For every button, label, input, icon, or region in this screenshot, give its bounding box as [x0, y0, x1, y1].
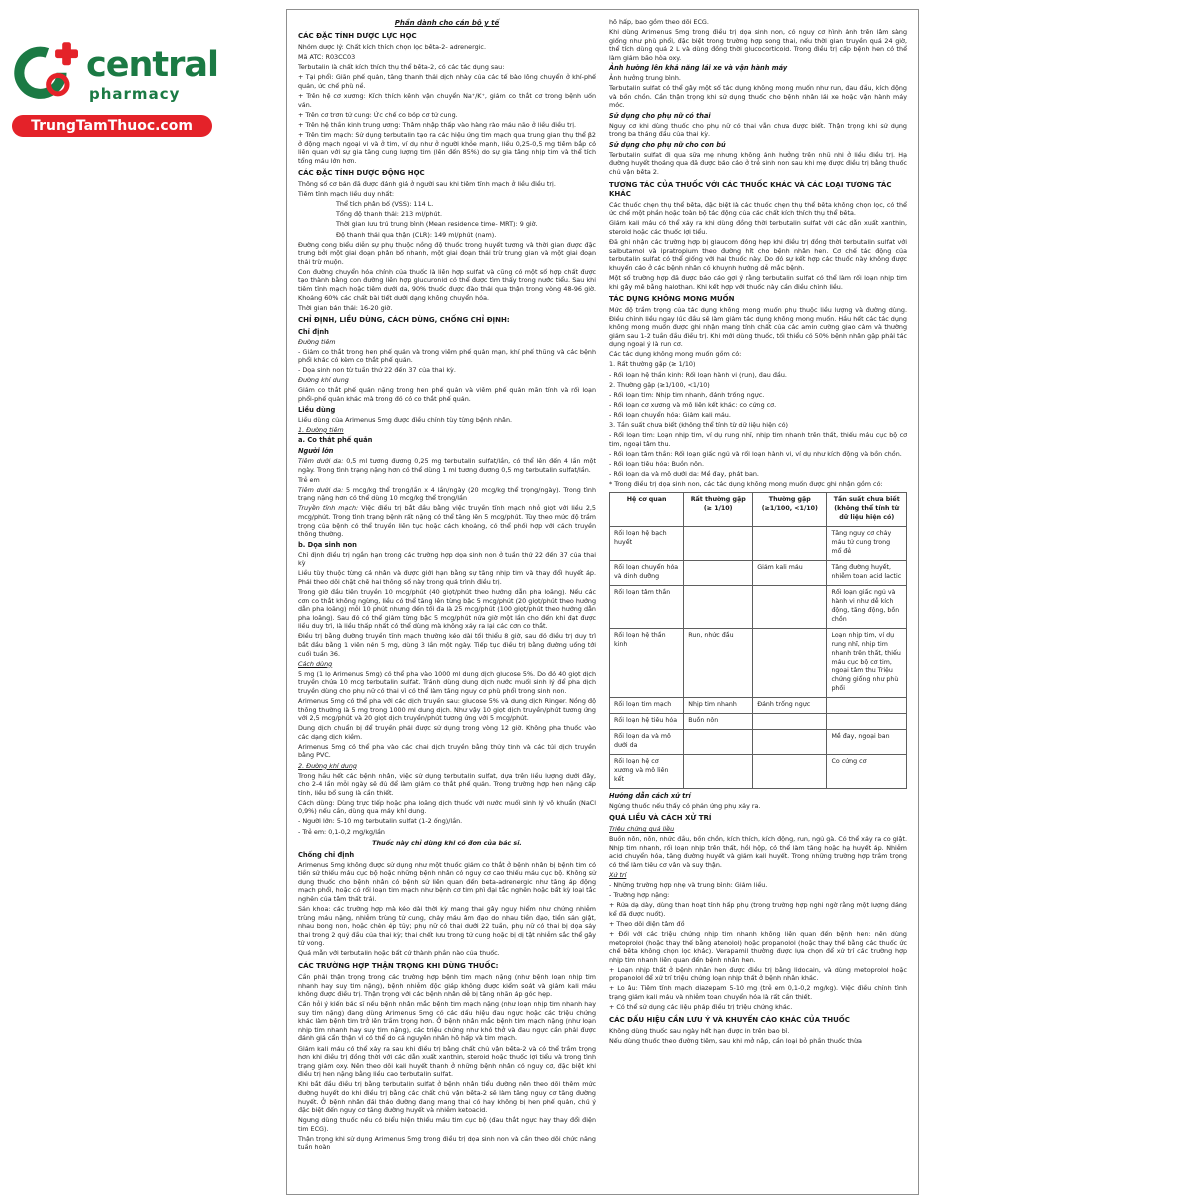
- paragraph: Người lớn: [298, 447, 334, 456]
- paragraph: Các thuốc chẹn thụ thể bêta, đặc biệt là các thuốc chẹn thụ thể bêta không chọn lọc, có thể ức chế một phần hoặc toàn bộ tác động của các chất kích thích thụ thể bêta.: [609, 200, 907, 218]
- table-cell: Rối loạn da và mô dưới da: [610, 730, 684, 755]
- section-heading: CÁC DẤU HIỆU CẦN LƯU Ý VÀ KHUYẾN CÁO KHÁC CỦA THUỐC: [609, 1015, 850, 1024]
- table-cell: [684, 561, 753, 586]
- paragraph: + Trên hệ thần kinh trung ương: Thâm nhập thấp vào hàng rào máu não ở liều điều trị.: [298, 120, 577, 129]
- paragraph: Arimenus 5mg không được sử dụng như một thuốc giảm co thắt ở bệnh nhân bị bệnh tim có tiền sử thiếu máu cục bộ hoặc những bệnh nhân có nguy cơ cao thiếu máu cục bộ. Không sử dụng thuốc cho bệnh nhân có bệnh sử liên quan đến beta-adrenergic như tăng áp động mạch phổi, hoặc có rối loạn tim mạch như bệnh cơ tim phì đại tắc nghẽn hoặc bất kỳ loại tắc nghẽn của tâm thất trái.: [298, 860, 596, 903]
- drug-leaflet-page: [286, 9, 919, 1195]
- paragraph: Sử dụng cho phụ nữ cho con bú: [609, 141, 726, 150]
- paragraph: Đã ghi nhận các trường hợp bị glaucom đóng hẹp khi điều trị đồng thời terbutalin sulfat với salbutamol và ipratropium theo đường hít cho bệnh nhân hen. Cơ chế tác động của terbutalin sulfat có thể giống với hai thuốc này. Do đó sự kết hợp các thuốc này không được khuyến cáo ở các bệnh nhân có khuynh hướng dễ mắc bệnh.: [609, 238, 907, 272]
- paragraph: Cần phải thận trọng trong các trường hợp bệnh tim mạch nặng (như bệnh loạn nhịp tim nhanh hay suy tim nặng), bệnh nhiễm độc giáp không được kiểm soát và giảm kali máu không được điều trị. Thận trọng với các bệnh nhân dễ bị tăng nhãn áp góc hẹp.: [298, 972, 596, 999]
- paragraph: [298, 457, 596, 474]
- paragraph: Thận trọng khi sử dụng Arimenus 5mg trong điều trị dọa sinh non và cần theo dõi chức năng tuần hoàn: [298, 1134, 596, 1152]
- paragraph: Dung dịch chuẩn bị để truyền phải được sử dụng trong vòng 12 giờ. Không pha thuốc vào các dạng dịch kiềm.: [298, 724, 596, 741]
- paragraph: Sản khoa: các trường hợp mà kéo dài thời kỳ mang thai gây nguy hiểm như chứng nhiễm trùng máu nặng, nhiễm trùng tử cung, chảy máu âm đạo do nhau tiền đạo, tiền sản giật, nhau bong non, hoặc chèn ép tủy; phụ nữ có thai dưới 22 tuần, phụ nữ có thai bị dọa sảy thai trong 2 quý đầu của thai kỳ; thai chết lưu trong tử cung hoặc bị dị tật nhiễm sắc thể gây tử vong.: [298, 905, 596, 948]
- table-cell: [753, 585, 827, 628]
- table-cell: [753, 730, 827, 755]
- paragraph: - Người lớn: 5-10 mg terbutalin sulfat (1-2 ống)/lần.: [298, 817, 463, 826]
- paragraph-text: Việc điều trị bắt đầu bằng việc truyền tĩnh mạch nhỏ giọt với liều 2,5 mcg/phút. Trong tình trạng bệnh rất nặng có thể tăng lên 5 mcg/phút. Tùy theo mức độ trầm trọng của bệnh có thể truyền liên tục hoặc cách khoảng, có thể phối hợp với cách truyền thông thường.: [298, 504, 596, 539]
- paragraph: + Đối với các triệu chứng nhịp tim nhanh không liên quan đến bệnh hen: nên dùng metoprolol (hoặc thay thế bằng atenolol) hoặc propanolol (hoặc thay thế bằng các thuốc ức chế bêta không chọn lọc khác). Verapamil thường được lựa chọn để xử trí các trường hợp nhịp tim nhanh liên quan đến bệnh nhân hen.: [609, 929, 907, 964]
- table-row: [610, 714, 907, 730]
- paragraph: - Những trường hợp nhẹ và trung bình: Giảm liều.: [609, 881, 768, 890]
- paragraph: Đường cong biểu diễn sự phụ thuộc nồng độ thuốc trong huyết tương và thời gian được đặc trưng bởi một giai đoạn phân bố nhanh, một giai đoạn thải trừ trung gian và một giai đoạn thải trừ muộn.: [298, 240, 596, 266]
- paragraph: 1. Đường tiêm: [298, 425, 344, 434]
- paragraph: Trong hầu hết các bệnh nhân, việc sử dụng terbutalin sulfat, dựa trên liều lượng dưới đây, cho 2-4 lần mỗi ngày sẽ đủ để làm giảm co thắt phế quản. Trong trường hợp hen nặng cấp tính, liều bổ sung là cần thiết.: [298, 771, 596, 797]
- paragraph-lead: Tiêm dưới da:: [298, 457, 344, 466]
- paragraph: Tổng độ thanh thải: 213 ml/phút.: [336, 210, 443, 219]
- paragraph: Khi bắt đầu điều trị bằng terbutalin sulfat ở bệnh nhân tiểu đường nên theo dõi thêm mức đường huyết do khi điều trị bằng các chất chủ vận bêta-2 sẽ làm tăng nguy cơ tăng đường huyết. Ở bệnh nhân đái tháo đường đang mang thai có hay không bị hen phế quản, chú ý đặc biệt đến nguy cơ tăng đường huyết và nhiễm ketoacid.: [298, 1080, 596, 1115]
- table-cell: [684, 730, 753, 755]
- sub-heading: Liều dùng: [298, 405, 336, 414]
- table-cell: [684, 755, 753, 789]
- central-pharmacy-logo: [12, 36, 219, 137]
- paragraph: Nhóm dược lý: Chất kích thích chọn lọc bêta-2- adrenergic.: [298, 43, 486, 52]
- sub-heading: a. Co thắt phế quản: [298, 436, 373, 445]
- table-cell: [753, 628, 827, 698]
- leaflet-right-column: [609, 18, 907, 1186]
- table-cell: [827, 698, 907, 714]
- section-heading: CÁC TRƯỜNG HỢP THẬN TRỌNG KHI DÙNG THUỐC:: [298, 962, 499, 971]
- paragraph: Arimenus 5mg có thể pha với các dịch truyền sau: glucose 5% và dung dịch Ringer. Nồng độ thông thường là 5 mg trong 1000 ml dung dịch. Như vậy 10 giọt dịch truyền/phút tương ứng với 2,5 mcg/phút và 20 giọt dịch truyền/phút tương ứng với 5 mcg/phút.: [298, 696, 596, 723]
- paragraph: - Dọa sinh non từ tuần thứ 22 đến 37 của thai kỳ.: [298, 366, 456, 375]
- paragraph: 3. Tần suất chưa biết (không thể tính từ dữ liệu hiện có): [609, 420, 788, 429]
- paragraph: Trẻ em: [298, 475, 320, 484]
- paragraph: [298, 486, 596, 503]
- paragraph: + Rửa dạ dày, dùng than hoạt tính hấp phụ (trong trường hợp nghi ngờ rằng một lượng đáng kể đã được nuốt).: [609, 901, 907, 918]
- paragraph: - Rối loạn cơ xương và mô liên kết khác: co cứng cơ.: [609, 400, 777, 409]
- paragraph-text: 5 mcg/kg thể trọng/lần x 4 lần/ngày (20 mcg/kg thể trọng/ngày). Trong tình trạng nặng hơn có thể dùng 10 mcg/kg thể trọng/lần: [298, 485, 596, 503]
- paragraph: Giảm kali máu có thể xảy ra khi dùng đồng thời terbutalin sulfat với các dẫn xuất xanthin, steroid hoặc các thuốc lợi tiểu.: [609, 219, 907, 237]
- paragraph: - Rối loạn da và mô dưới da: Mề đay, phát ban.: [609, 469, 759, 478]
- table-header-cell: Hệ cơ quan: [610, 493, 684, 527]
- table-row: [610, 585, 907, 628]
- table-cell: [753, 714, 827, 730]
- table-cell: Nhịp tim nhanh: [684, 698, 753, 714]
- table-row: [610, 561, 907, 586]
- paragraph: Terbutalin sulfat đi qua sữa mẹ nhưng không ảnh hưởng trên nhũ nhi ở liều điều trị. Hạ đường huyết thoáng qua đã được báo cáo ở trẻ sinh non sau khi mẹ được điều trị bằng thuốc chủ vận bêta 2.: [609, 150, 907, 176]
- paragraph: Con đường chuyển hóa chính của thuốc là liên hợp sulfat và cũng có một số hợp chất được tạo thành bằng con đường liên hợp glucuronid có thể được tìm thấy trong nước tiểu. Sau khi tiêm tĩnh mạch hoặc tiêm dưới da, 90% thuốc được đào thải qua thận trong vòng 48-96 giờ. Khoảng 60% các chất bài tiết dưới dạng không chuyển hóa.: [298, 267, 596, 302]
- table-cell: [827, 714, 907, 730]
- sub-heading: b. Dọa sinh non: [298, 540, 357, 549]
- leaflet-left-column: [298, 18, 596, 1186]
- table-cell: Rối loạn hệ thần kinh: [610, 628, 684, 698]
- paragraph: + Trên tim mạch: Sử dụng terbutalin tạo ra các hiệu ứng tim mạch qua trung gian thụ thể β2 ở động mạch ngoại vi và ở tim, ví dụ như ở người khỏe mạnh, liều 0,25-0,5 mg tiêm bắp có liên quan với sự gia tăng cung lượng tim (lên đến 85%) do sự gia tăng nhịp tim và thể tích tổng máu lớn hơn.: [298, 130, 596, 165]
- paragraph: + Theo dõi điện tâm đồ: [609, 919, 685, 928]
- table-cell: [684, 527, 753, 561]
- section-heading: CÁC ĐẶC TÍNH DƯỢC ĐỘNG HỌC: [298, 169, 425, 178]
- table-cell: Đánh trống ngực: [753, 698, 827, 714]
- paragraph: Thời gian bán thải: 16-20 giờ.: [298, 303, 393, 312]
- doc-title: Phần dành cho cán bộ y tế: [394, 19, 500, 27]
- paragraph: + Có thể sử dụng các liệu pháp điều trị triệu chứng khác.: [609, 1003, 793, 1012]
- table-cell: [684, 585, 753, 628]
- table-row: [610, 698, 907, 714]
- paragraph: - Giảm co thắt trong hen phế quản và trong viêm phế quản mạn, khí phế thũng và các bệnh phổi khác có kèm co thắt phế quản.: [298, 347, 596, 365]
- table-cell: Rối loạn chuyển hóa và dinh dưỡng: [610, 561, 684, 586]
- paragraph: Xử trí: [609, 871, 627, 880]
- paragraph: + Trên hệ cơ xương: Kích thích kênh vận chuyển Na⁺/K⁺, giảm co thắt cơ trong bệnh uốn ván.: [298, 92, 596, 109]
- paragraph: Quá mẫn với terbutalin hoặc bất cứ thành phần nào của thuốc.: [298, 949, 500, 958]
- paragraph: Mức độ trầm trọng của tác dụng không mong muốn phụ thuộc liều lượng và đường dùng. Điều chỉnh liều ngay lúc đầu sẽ làm giảm tác dụng không mong muốn. Hầu hết các tác dụng không mong muốn được ghi nhận mang tính chất của các amin cường giao cảm và thường giảm sau 1-2 tuần đầu điều trị. Khi mới dùng thuốc, tối thiểu có 50% bệnh nhân gặp phải tác dụng ngoại ý là run cơ.: [609, 305, 907, 349]
- paragraph-lead: Truyền tĩnh mạch:: [298, 504, 359, 513]
- paragraph: Terbutalin sulfat có thể gây một số tác dụng không mong muốn như run, đau đầu, kích động và bồn chồn. Cần thận trọng khi sử dụng thuốc cho bệnh nhân lái xe hoặc vận hành máy móc.: [609, 84, 907, 110]
- paragraph: Arimenus 5mg có thể pha vào các chai dịch truyền bằng thủy tinh và các túi dịch truyền bằng PVC.: [298, 742, 596, 760]
- paragraph-lead: Tiêm dưới da:: [298, 485, 344, 494]
- paragraph: Liều dùng của Arimenus 5mg được điều chỉnh tùy từng bệnh nhân.: [298, 415, 513, 424]
- paragraph: Thể tích phân bố (VSS): 114 L.: [336, 200, 434, 209]
- table-cell: Mề đay, ngoại ban: [827, 730, 907, 755]
- paragraph: - Rối loạn tim: Nhịp tim nhanh, đánh trống ngực.: [609, 390, 765, 399]
- paragraph: Trong giờ đầu tiên truyền 10 mcg/phút (40 giọt/phút theo hướng dẫn pha loãng). Nếu các cơn co thắt không ngừng, liều có thể tăng lên từng bậc 5 mcg/phút (20 giọt/phút theo hướng dẫn pha loãng) mỗi 10 phút nhưng đến tối đa là 25 mcg/phút (100 giọt/phút theo hướng dẫn pha loãng). Sau đó có thể giảm từng bậc 5 mcg/phút nửa giờ một lần cho đến khi đạt được liều duy trì, là liều thấp nhất có thể dùng mà không xảy ra lại các cơn co thắt.: [298, 588, 596, 631]
- paragraph: Thời gian lưu trú trung bình (Mean residence time- MRT): 9 giờ.: [336, 220, 538, 229]
- paragraph: [298, 504, 596, 538]
- pharmacy-logo-icon: [12, 36, 78, 104]
- paragraph: * Trong điều trị dọa sinh non, các tác dụng không mong muốn được ghi nhận gồm có:: [609, 479, 883, 488]
- table-cell: Rối loạn tim mạch: [610, 698, 684, 714]
- paragraph: Tiêm tĩnh mạch liều duy nhất:: [298, 190, 394, 199]
- prescription-note: Thuốc này chỉ dùng khi có đơn của bác sĩ.: [372, 839, 522, 848]
- paragraph: Sử dụng cho phụ nữ có thai: [609, 112, 711, 121]
- paragraph: Khi dùng Arimenus 5mg trong điều trị dọa sinh non, có nguy cơ hình ảnh trên lâm sàng giống như phù phổi, đặc biệt trong trường hợp song thai, nếu thời gian truyền quá 24 giờ, thể tích dùng quá 2 L và dùng đồng thời glucocorticoid. Trong điều trị cấp bệnh hen có thể làm giảm bão hòa oxy.: [609, 28, 907, 62]
- section-heading: TƯƠNG TÁC CỦA THUỐC VỚI CÁC THUỐC KHÁC VÀ CÁC LOẠI TƯƠNG TÁC KHÁC: [609, 180, 892, 198]
- paragraph: + Loạn nhịp thất ở bệnh nhân hen được điều trị bằng lidocain, và dùng metoprolol hoặc propanolol để xử trí triệu chứng loạn nhịp thất ở bệnh nhân khác.: [609, 965, 907, 983]
- paragraph: Ngừng thuốc nếu thấy có phản ứng phụ xảy ra.: [609, 801, 761, 810]
- paragraph: - Trường hợp nặng:: [609, 891, 670, 900]
- paragraph: Cần hỏi ý kiến bác sĩ nếu bệnh nhân mắc bệnh tim mạch nặng (như loạn nhịp tim nhanh hay suy tim nặng) đang dùng Arimenus 5mg có các dấu hiệu đau ngực hoặc các triệu chứng khác làm bệnh tim trở lên trầm trọng hơn. Ở bệnh nhân mắc bệnh tim mạch nặng (như loạn nhịp tim nhanh hay suy tim nặng), các triệu chứng như khó thở và đau ngực cần phải được đánh giá cẩn thận vì có thể do cả nguyên nhân hô hấp và tim mạch.: [298, 1000, 596, 1043]
- paragraph: Không dùng thuốc sau ngày hết hạn được in trên bao bì.: [609, 1026, 790, 1035]
- paragraph: Độ thanh thải qua thận (CLR): 149 ml/phút (nam).: [336, 230, 497, 239]
- sub-heading: Chỉ định: [298, 327, 329, 336]
- table-cell: Rối loạn giấc ngủ và hành vi như dễ kích động, tăng động, bồn chồn: [827, 585, 907, 628]
- site-badge: TrungTamThuoc.com: [12, 115, 212, 137]
- table-header-cell: Tần suất chưa biết (không thể tính từ dữ liệu hiện có): [827, 493, 907, 527]
- paragraph: 2. Thường gặp (≥1/100, <1/10): [609, 380, 710, 389]
- adverse-reactions-table: [609, 492, 907, 788]
- paragraph: Chỉ định điều trị ngắn hạn trong các trường hợp dọa sinh non ở tuần thứ 22 đến 37 của thai kỳ: [298, 550, 596, 568]
- paragraph: Hướng dẫn cách xử trí: [609, 791, 691, 800]
- section-heading: CÁC ĐẶC TÍNH DƯỢC LỰC HỌC: [298, 32, 417, 41]
- paragraph: - Rối loạn tim: Loạn nhịp tim, ví dụ rung nhĩ, nhịp tim nhanh trên thất, thiếu máu cục bộ cơ tim, ngoại tâm thu.: [609, 431, 907, 448]
- paragraph: Terbutalin là chất kích thích thụ thể bêta-2, có các tác dụng sau:: [298, 63, 505, 72]
- table-row: [610, 755, 907, 789]
- paragraph: Ảnh hưởng trung bình.: [609, 74, 681, 83]
- paragraph: Giảm kali máu có thể xảy ra sau khi điều trị bằng chất chủ vận bêta-2 và có thể trầm trọng hơn khi điều trị đồng thời với các dẫn xuất xanthin, steroid hoặc thuốc lợi tiểu và trong tình trạng giảm oxy. Nên theo dõi kali huyết thanh ở những bệnh nhân có nguy cơ, đặc biệt khi điều trị hen nặng bằng liều cao terbutalin sulfat.: [298, 1044, 596, 1079]
- table-header-cell: Thường gặp (≥1/100, <1/10): [753, 493, 827, 527]
- table-cell: Giảm kali máu: [753, 561, 827, 586]
- paragraph: Các tác dụng không mong muốn gồm có:: [609, 350, 742, 359]
- table-cell: [753, 755, 827, 789]
- paragraph: + Tại phổi: Giãn phế quản, tăng thanh thải dịch nhày của các tế bào lông chuyển ở khí-phế quản, ức chế phù nề.: [298, 73, 596, 91]
- paragraph: Cách dùng: Dùng trực tiếp hoặc pha loãng dịch thuốc với nước muối sinh lý vô khuẩn (NaCl 0,9%) nếu cần, dùng qua máy khí dung.: [298, 798, 596, 816]
- paragraph: Nguy cơ khi dùng thuốc cho phụ nữ có thai vẫn chưa được biết. Thận trọng khi sử dụng trong ba tháng đầu của thai kỳ.: [609, 121, 907, 139]
- logo-sub-text: pharmacy: [89, 85, 181, 103]
- paragraph: Điều trị bằng đường truyền tĩnh mạch thường kéo dài tối thiểu 8 giờ, sau đó điều trị duy trì bắt đầu bằng 1 viên nén 5 mg, dùng 3 lần một ngày. Tiếp tục điều trị bằng đường uống tới cuối tuần 36.: [298, 632, 596, 658]
- paragraph: + Lo âu: Tiêm tĩnh mạch diazepam 5-10 mg (trẻ em 0,1-0,2 mg/kg). Việc điều chỉnh tình trạng giảm kali máu và nhiễm toan chuyển hóa là rất cần thiết.: [609, 984, 907, 1002]
- paragraph: Nếu dùng thuốc theo đường tiêm, sau khi mở nắp, cần loại bỏ phần thuốc thừa: [609, 1036, 862, 1045]
- table-cell: Loạn nhịp tim, ví dụ rung nhĩ, nhịp tim nhanh trên thất, thiếu máu cục bộ cơ tim, ngoại tâm thu Triệu chứng giống như phù phổi: [827, 628, 907, 698]
- paragraph: Ngưng dùng thuốc nếu có biểu hiện thiếu máu tim cục bộ (đau thắt ngực hay thay đổi điện tim ECG).: [298, 1116, 596, 1133]
- paragraph: Một số trường hợp đã được báo cáo gợi ý rằng terbutalin sulfat có thể làm rối loạn nhịp tim khi gây mê bằng halothan. Khi kết hợp với thuốc này cần điều chỉnh liều.: [609, 273, 907, 291]
- table-cell: Rối loạn tâm thần: [610, 585, 684, 628]
- paragraph: Đường khí dung: [298, 376, 349, 385]
- paragraph-text: 0,5 ml tương đương 0,25 mg terbutalin sulfat/lần, có thể lên đến 4 lần một ngày. Trong tình trạng nặng hơn có thể dùng 1 ml tương đương 0,5 mg terbutalin sulfat/lần.: [298, 457, 596, 474]
- paragraph: Liều tùy thuộc từng cá nhân và được giới hạn bằng sự tăng nhịp tim và thay đổi huyết áp. Phải theo dõi chặt chẽ hai thông số này trong quá trình điều trị.: [298, 569, 596, 586]
- table-cell: Tăng đường huyết, nhiễm toan acid lactic: [827, 561, 907, 586]
- paragraph: - Rối loạn tiêu hóa: Buồn nôn.: [609, 459, 705, 468]
- section-heading: TÁC DỤNG KHÔNG MONG MUỐN: [609, 295, 735, 304]
- paragraph: - Rối loạn tâm thần: Rối loạn giấc ngủ và rối loạn hành vi, ví dụ như kích động và bồn chồn.: [609, 449, 902, 458]
- table-row: [610, 730, 907, 755]
- paragraph: + Trên cơ trơn tử cung: Ức chế co bóp cơ tử cung.: [298, 110, 458, 119]
- paragraph: - Rối loạn chuyển hóa: Giảm kali máu.: [609, 410, 731, 419]
- table-cell: Rối loạn hệ bạch huyết: [610, 527, 684, 561]
- paragraph: Thông số cơ bản đã được đánh giá ở người sau khi tiêm tĩnh mạch ở liều điều trị.: [298, 180, 556, 189]
- paragraph: Triệu chứng quá liều: [609, 825, 675, 834]
- paragraph: Cách dùng: [298, 659, 333, 668]
- table-header-cell: Rất thường gặp (≥ 1/10): [684, 493, 753, 527]
- paragraph: 1. Rất thường gặp (≥ 1/10): [609, 360, 696, 369]
- table-row: [610, 527, 907, 561]
- paragraph: Giảm co thắt phế quản nặng trong hen phế quản và viêm phế quản mãn tính và rối loạn phổi-phế quản khác mà trong đó có co thắt phế quản.: [298, 386, 596, 404]
- section-heading: CHỈ ĐỊNH, LIỀU DÙNG, CÁCH DÙNG, CHỐNG CHỈ ĐỊNH:: [298, 316, 510, 325]
- section-heading: QUÁ LIỀU VÀ CÁCH XỬ TRÍ: [609, 814, 712, 823]
- table-cell: Buồn nôn: [684, 714, 753, 730]
- paragraph: - Trẻ em: 0,1-0,2 mg/kg/lần: [298, 827, 385, 836]
- paragraph: - Rối loạn hệ thần kinh: Rối loạn hành vi (run), đau đầu.: [609, 370, 787, 379]
- paragraph: Buồn nôn, nôn, nhức đầu, bồn chồn, kích thích, kích động, run, ngủ gà. Có thể xảy ra co giật. Nhịp tim nhanh, rối loạn nhịp trên thất, hồi hộp, có thể làm tăng hoặc hạ huyết áp. Nhiễm acid chuyển hóa, tăng đường huyết và giảm kali huyết. Trong những trường hợp trầm trọng có thể làm tiêu cơ vân và suy thận.: [609, 835, 907, 869]
- table-cell: Rối loạn hệ cơ xương và mô liên kết: [610, 755, 684, 789]
- table-cell: [753, 527, 827, 561]
- table-cell: Run, nhức đầu: [684, 628, 753, 698]
- paragraph: Mã ATC: R03CC03: [298, 53, 356, 62]
- paragraph: hô hấp, bao gồm theo dõi ECG.: [609, 18, 709, 26]
- paragraph: Đường tiêm: [298, 337, 336, 346]
- table-cell: Rối loạn hệ tiêu hóa: [610, 714, 684, 730]
- paragraph: 5 mg (1 lọ Arimenus 5mg) có thể pha vào 1000 ml dung dịch glucose 5%. Do đó 40 giọt dịch truyền chứa 10 mcg terbutalin sulfat. Tránh dùng dung dịch nước muối sinh lý để pha dịch truyền dùng cho phụ nữ có thai vì có thể làm tăng nguy cơ phù phổi trong sinh non.: [298, 669, 596, 695]
- sub-heading: Chống chỉ định: [298, 850, 355, 859]
- paragraph: Ảnh hưởng lên khả năng lái xe và vận hành máy: [609, 64, 788, 73]
- table-row: [610, 628, 907, 698]
- table-cell: Tăng nguy cơ chảy máu tử cung trong mổ đẻ: [827, 527, 907, 561]
- logo-brand-text: central: [86, 45, 219, 85]
- table-cell: Co cứng cơ: [827, 755, 907, 789]
- paragraph: 2. Đường khí dung: [298, 761, 357, 770]
